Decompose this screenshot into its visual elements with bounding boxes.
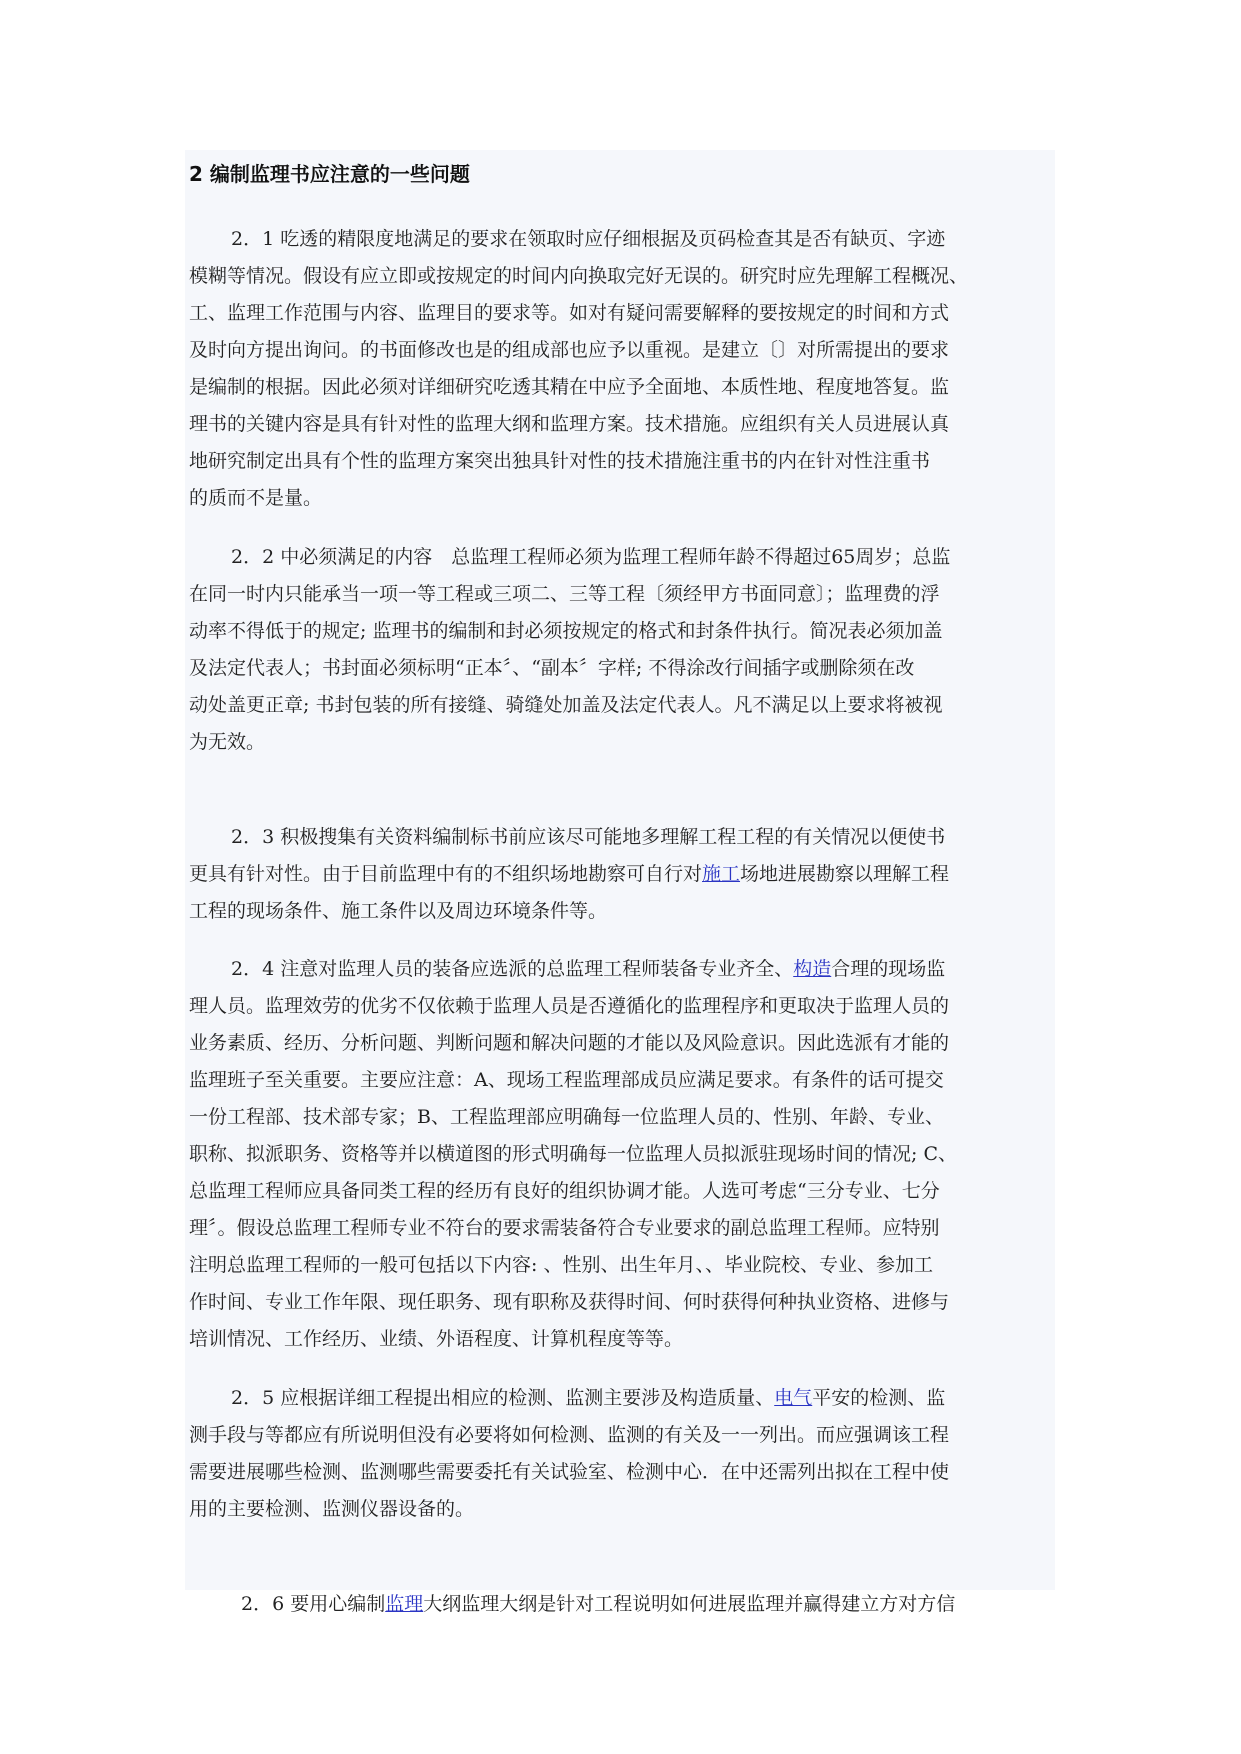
text-line: 理书的关键内容是具有针对性的监理大纲和监理方案。技术措施。应组织有关人员进展认真	[189, 413, 950, 435]
text-line: 一份工程部、技术部专家；B、工程监理部应明确每一位监理人员的、性别、年龄、专业、	[189, 1106, 944, 1128]
link-supervision[interactable]: 监理	[385, 1593, 424, 1615]
paragraph-2-1	[189, 221, 1059, 517]
link-construction[interactable]: 施工	[702, 863, 741, 885]
text-line: 2．4 注意对监理人员的装备应选派的总监理工程师装备专业齐全、	[231, 958, 794, 980]
paragraph-2-2	[189, 539, 1059, 761]
text-line: 地研究制定出具有个性的监理方案突出独具针对性的技术措施注重书的内在针对性注重书	[189, 450, 931, 472]
paragraph-2-4	[189, 951, 1059, 1358]
text-line: 需要进展哪些检测、监测哪些需要委托有关试验室、检测中心．在中还需列出拟在工程中使	[189, 1461, 950, 1483]
text-line: 2．2 中必须满足的内容 总监理工程师必须为监理工程师年龄不得超过65周岁；总监	[231, 546, 951, 568]
text-line: 是编制的根据。因此必须对详细研究吃透其精在中应予全面地、本质性地、程度地答复。监	[189, 376, 950, 398]
text-line: 工程的现场条件、施工条件以及周边环境条件等。	[189, 900, 608, 922]
text-line: 在同一时内只能承当一项一等工程或三项二、三等工程〔须经甲方书面同意〕；监理费的浮	[189, 583, 940, 605]
text-line: 模糊等情况。假设有应立即或按规定的时间内向换取完好无误的。研究时应先理解工程概况、	[189, 265, 969, 287]
text-line: 培训情况、工作经历、业绩、外语程度、计算机程度等等。	[189, 1328, 684, 1350]
text-line: 动处盖更正章; 书封包装的所有接缝、骑缝处加盖及法定代表人。凡不满足以上要求将被视	[189, 694, 943, 716]
text-line: 动率不得低于的规定; 监理书的编制和封必须按规定的格式和封条件执行。简况表必须加盖	[189, 620, 943, 642]
text-line: 2．6 要用心编制	[241, 1593, 386, 1615]
text-line: 及时向方提出询问。的书面修改也是的组成部也应予以重视。是建立〔〕对所需提出的要求	[189, 339, 950, 361]
paragraph-2-6	[189, 1586, 1059, 1623]
text-line: 测手段与等都应有所说明但没有必要将如何检测、监测的有关及一一列出。而应强调该工程	[189, 1424, 950, 1446]
text-line: 为无效。	[189, 731, 266, 753]
text-line: 的质而不是量。	[189, 487, 323, 509]
text-line: 用的主要检测、监测仪器设备的。	[189, 1498, 475, 1520]
link-structure[interactable]: 构造	[793, 958, 832, 980]
text-line: 合理的现场监	[831, 958, 946, 980]
text-line: 2．1 吃透的精限度地满足的要求在领取时应仔细根据及页码检查其是否有缺页、字迹	[231, 228, 946, 250]
text-line: 大纲监理大纲是针对工程说明如何进展监理并赢得建立方对方信	[423, 1593, 956, 1615]
text-block	[185, 150, 1055, 1615]
text-line: 理人员。监理效劳的优劣不仅依赖于监理人员是否遵循化的监理程序和更取决于监理人员的	[189, 995, 950, 1017]
text-line: 2．3 积极搜集有关资料编制标书前应该尽可能地多理解工程工程的有关情况以便使书	[231, 826, 946, 848]
text-line: 作时间、专业工作年限、现任职务、现有职称及获得时间、何时获得何种执业资格、进修与	[189, 1291, 950, 1313]
text-line: 场地进展勘察以理解工程	[740, 863, 950, 885]
text-line: 工、监理工作范围与内容、监理目的要求等。如对有疑问需要解释的要按规定的时间和方式	[189, 302, 950, 324]
link-electrical[interactable]: 电气	[774, 1387, 813, 1409]
section-heading: 2 编制监理书应注意的一些问题	[189, 162, 470, 186]
text-line: 监理班子至关重要。主要应注意：A、现场工程监理部成员应满足要求。有条件的话可提交	[189, 1069, 944, 1091]
text-line: 及法定代表人；书封面必须标明“正本〞、“副本〞字样; 不得涂改行间插字或删除须在改	[189, 657, 915, 679]
paragraph-2-3	[189, 819, 1059, 930]
text-line: 理〞。假设总监理工程师专业不符台的要求需装备符合专业要求的副总监理工程师。应特别	[189, 1217, 940, 1239]
text-line: 平安的检测、监	[812, 1387, 946, 1409]
text-line: 职称、拟派职务、资格等并以横道图的形式明确每一位监理人员拟派驻现场时间的情况; C、	[189, 1143, 957, 1165]
paragraph-2-5	[189, 1380, 1059, 1528]
text-line: 注明总监理工程师的一般可包括以下内容: 、性别、出生年月、、毕业院校、专业、参加工	[189, 1254, 933, 1276]
text-line: 总监理工程师应具备同类工程的经历有良好的组织协调才能。人选可考虑“三分专业、七分	[189, 1180, 940, 1202]
text-line: 2．5 应根据详细工程提出相应的检测、监测主要涉及构造质量、	[231, 1387, 775, 1409]
text-line: 更具有针对性。由于目前监理中有的不组织场地勘察可自行对	[189, 863, 703, 885]
text-line: 业务素质、经历、分析问题、判断问题和解决问题的才能以及风险意识。因此选派有才能的	[189, 1032, 950, 1054]
